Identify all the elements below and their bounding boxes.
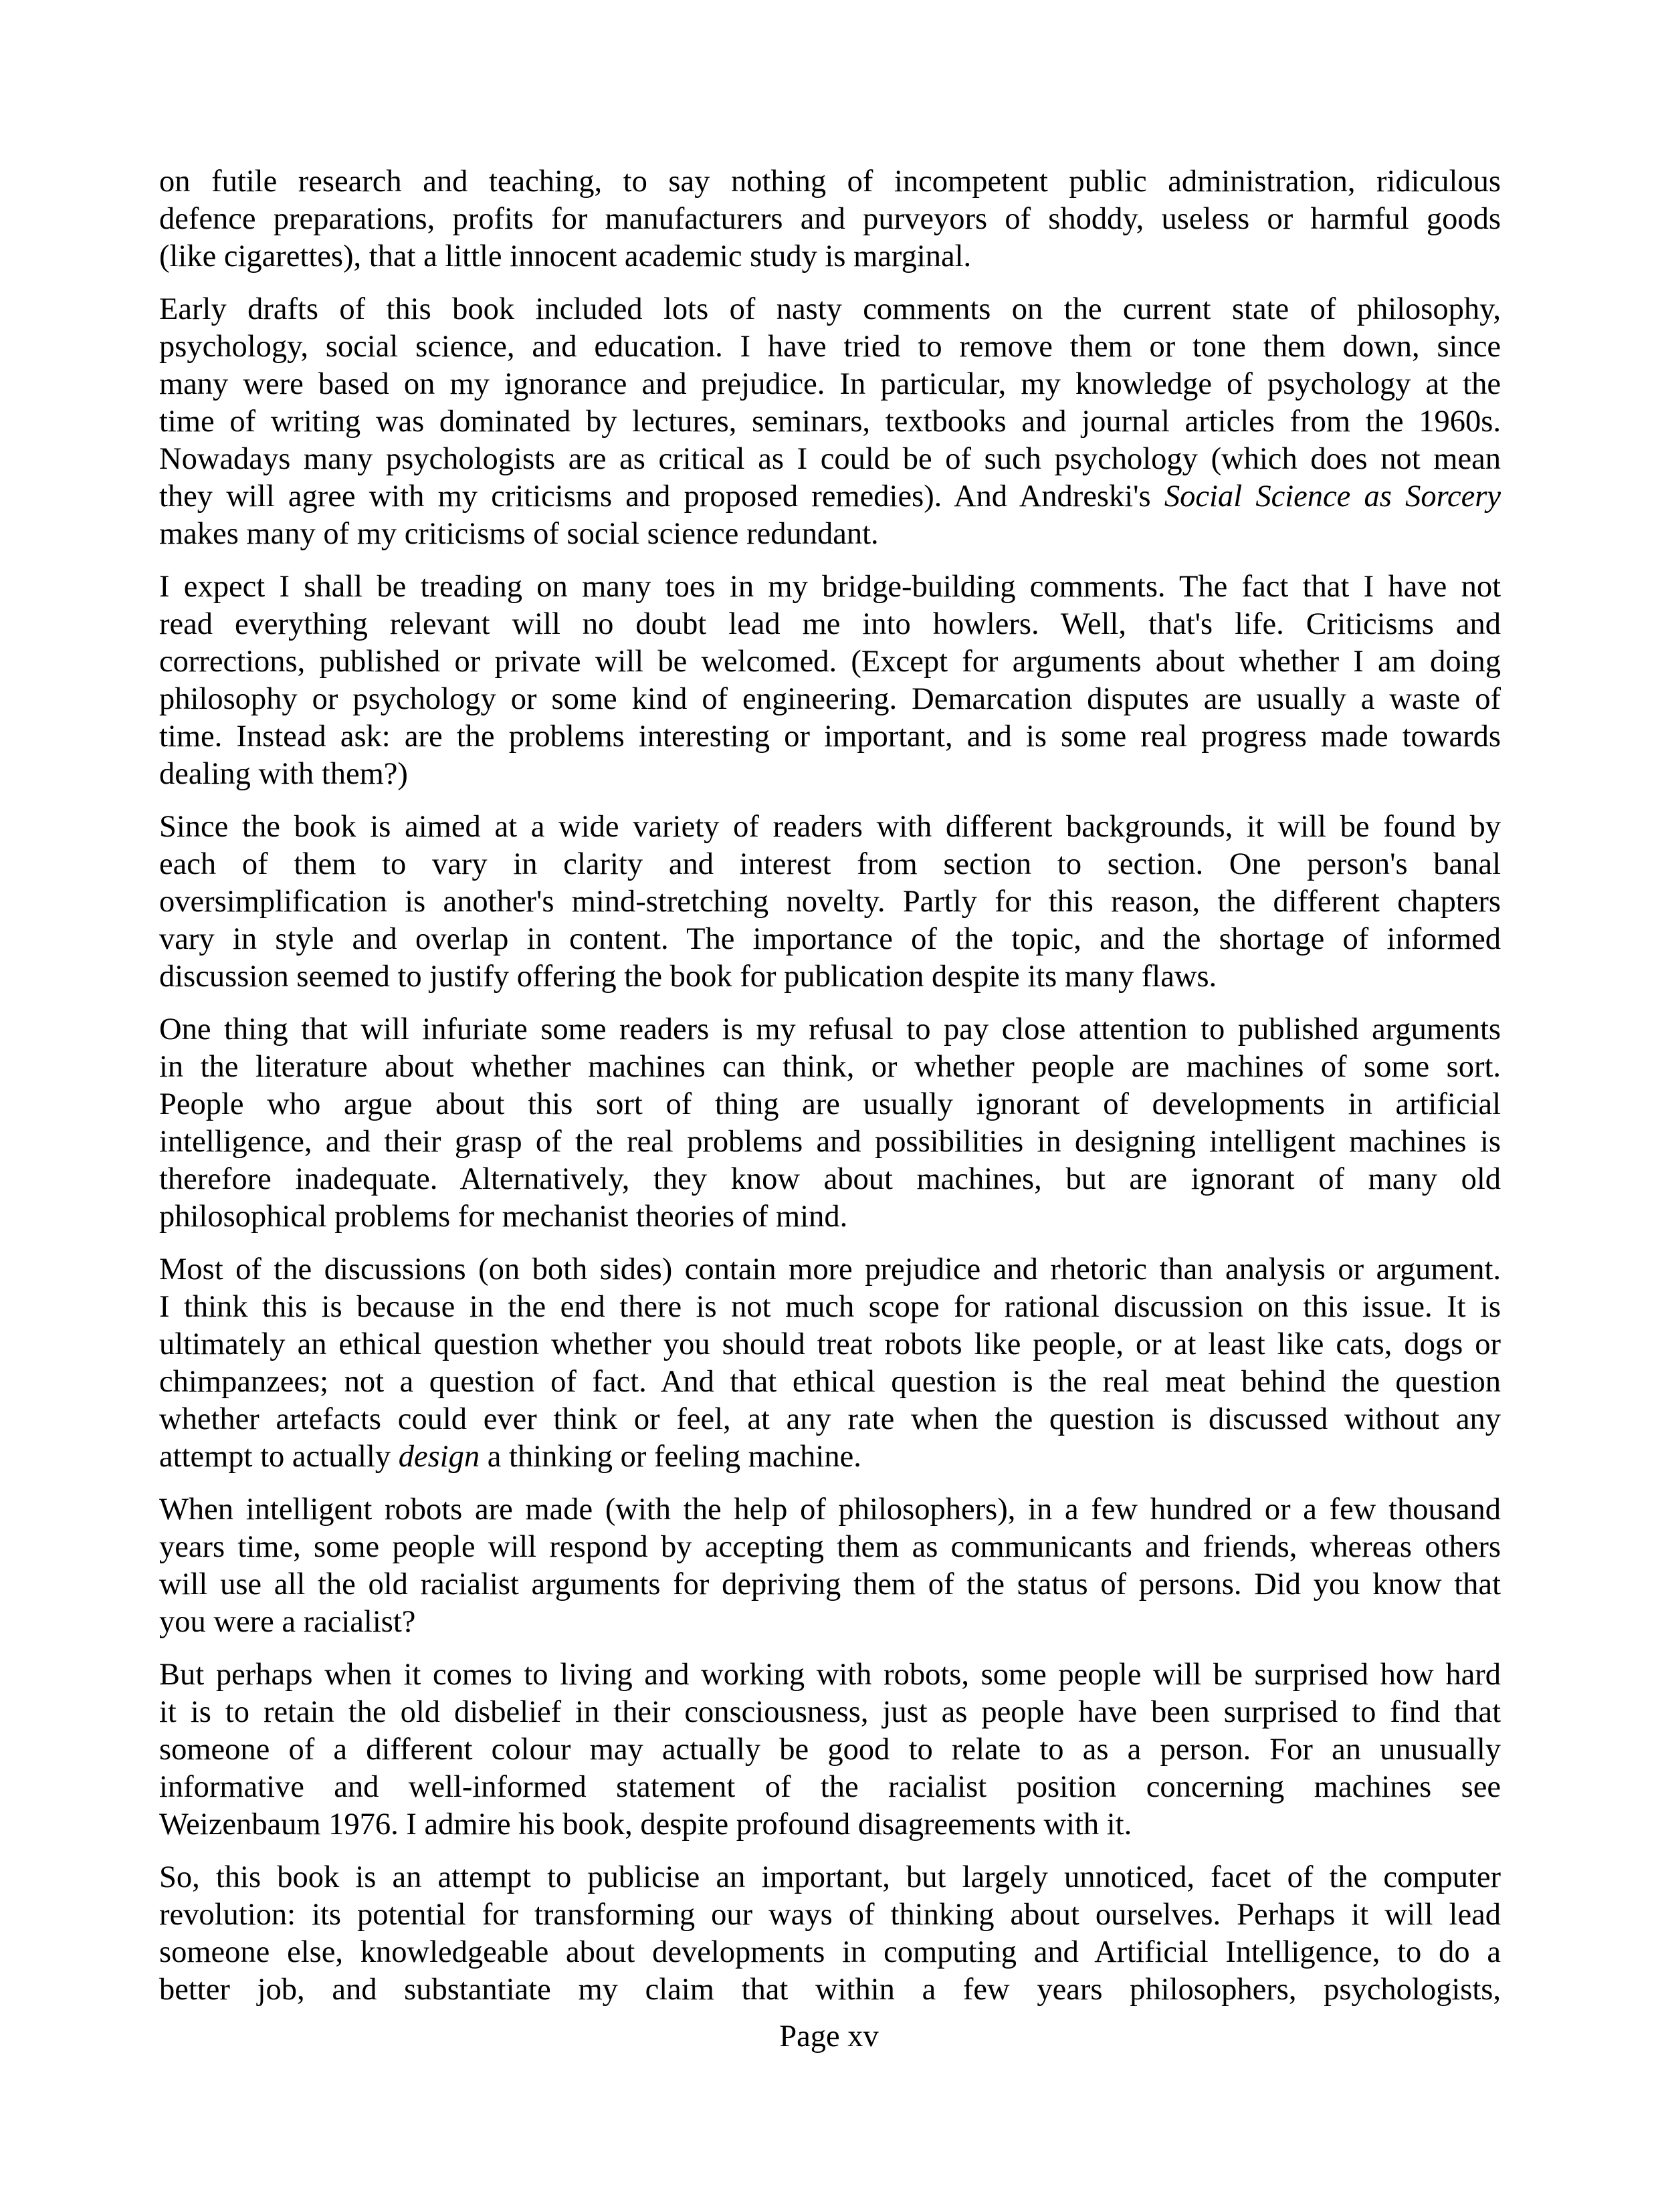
text-line [159, 1326, 1501, 1363]
text-run: But perhaps when it comes to living and working with robots, some people will be surprised how hard [159, 1658, 1501, 1692]
text-line [159, 1603, 1501, 1641]
text-run: many were based on my ignorance and prejudice. In particular, my knowledge of psychology at the [159, 367, 1501, 401]
text-line [159, 403, 1501, 441]
text-line [159, 1048, 1501, 1086]
text-run: ultimately an ethical question whether you should treat robots like people, or at least like cats, dogs or [159, 1327, 1501, 1361]
text-line [159, 643, 1501, 681]
text-run: I expect I shall be treading on many toes in my bridge-building comments. The fact that I have not [159, 570, 1501, 604]
text-run: philosophical problems for mechanist theories of mind. [159, 1200, 848, 1234]
text-line [159, 441, 1501, 478]
text-run: makes many of my criticisms of social science redundant. [159, 517, 879, 551]
body-text [159, 163, 1501, 2024]
text-run: whether artefacts could ever think or feel, at any rate when the question is discussed without any [159, 1402, 1501, 1436]
text-run: time of writing was dominated by lectures, seminars, textbooks and journal articles from the 1960s. [159, 405, 1501, 439]
text-run: on futile research and teaching, to say nothing of incompetent public administration, ridiculous [159, 164, 1501, 199]
text-line [159, 163, 1501, 201]
text-run: informative and well-informed statement of the racialist position concerning machines see [159, 1770, 1501, 1804]
text-run: corrections, published or private will be welcomed. (Except for arguments about whether I am doing [159, 645, 1501, 679]
text-run: One thing that will infuriate some readers is my refusal to pay close attention to published arguments [159, 1012, 1501, 1046]
italic-title: Social Science as Sorcery [1164, 479, 1501, 514]
text-run: oversimplification is another's mind-stretching novelty. Partly for this reason, the different chapters [159, 885, 1501, 919]
text-run: revolution: its potential for transforming our ways of thinking about ourselves. Perhaps it will lead [159, 1898, 1501, 1932]
text-run: discussion seemed to justify offering the book for publication despite its many flaws. [159, 960, 1217, 994]
paragraph [159, 568, 1501, 793]
text-run: Weizenbaum 1976. I admire his book, despite profound disagreements with it. [159, 1807, 1132, 1842]
text-line [159, 718, 1501, 756]
paragraph [159, 808, 1501, 996]
text-run: someone else, knowledgeable about developments in computing and Artificial Intelligence, to do a [159, 1935, 1501, 1969]
text-run: time. Instead ask: are the problems interesting or important, and is some real progress made towards [159, 720, 1501, 754]
text-line [159, 1491, 1501, 1529]
text-run: intelligence, and their grasp of the real problems and possibilities in designing intelligent machines is [159, 1125, 1501, 1159]
text-run: in the literature about whether machines can think, or whether people are machines of some sort. [159, 1050, 1501, 1084]
text-run: better job, and substantiate my claim that within a few years philosophers, psychologists, [159, 1973, 1501, 2007]
text-line [159, 478, 1501, 516]
text-run: Most of the discussions (on both sides) contain more prejudice and rhetoric than analysis or argument. [159, 1252, 1501, 1287]
text-line [159, 1438, 1501, 1476]
text-line [159, 958, 1501, 996]
text-run: chimpanzees; not a question of fact. And that ethical question is the real meat behind the question [159, 1365, 1501, 1399]
paragraph [159, 1491, 1501, 1641]
text-line [159, 1656, 1501, 1694]
text-run: I think this is because in the end there is not much scope for rational discussion on this issue. It is [159, 1290, 1501, 1324]
text-line [159, 1401, 1501, 1438]
text-line [159, 1971, 1501, 2009]
paragraph [159, 1859, 1501, 2009]
text-run: each of them to vary in clarity and interest from section to section. One person's banal [159, 847, 1501, 881]
paragraph [159, 1011, 1501, 1236]
text-run: dealing with them?) [159, 757, 408, 791]
italic-title: design [398, 1440, 480, 1474]
text-run: read everything relevant will no doubt lead me into howlers. Well, that's life. Criticisms and [159, 607, 1501, 641]
text-line [159, 291, 1501, 328]
text-line [159, 568, 1501, 606]
text-run: So, this book is an attempt to publicise an important, but largely unnoticed, facet of the computer [159, 1860, 1501, 1894]
text-line [159, 1566, 1501, 1603]
text-line [159, 1806, 1501, 1844]
text-run: philosophy or psychology or some kind of engineering. Demarcation disputes are usually a waste of [159, 682, 1501, 716]
text-line [159, 1251, 1501, 1289]
text-line [159, 366, 1501, 403]
text-line [159, 1529, 1501, 1566]
text-line [159, 1161, 1501, 1198]
text-run: years time, some people will respond by accepting them as communicants and friends, whereas others [159, 1530, 1501, 1564]
text-run: you were a racialist? [159, 1605, 416, 1639]
text-run: therefore inadequate. Alternatively, they know about machines, but are ignorant of many old [159, 1162, 1501, 1196]
paragraph [159, 163, 1501, 275]
text-line [159, 846, 1501, 883]
text-run: When intelligent robots are made (with the help of philosophers), in a few hundred or a few thousand [159, 1492, 1501, 1527]
text-run: (like cigarettes), that a little innocent academic study is marginal. [159, 239, 972, 273]
text-line [159, 921, 1501, 958]
text-line [159, 1011, 1501, 1048]
text-line [159, 1289, 1501, 1326]
text-line [159, 1731, 1501, 1769]
text-line [159, 1896, 1501, 1934]
text-run: Early drafts of this book included lots of nasty comments on the current state of philosophy, [159, 292, 1501, 326]
text-line [159, 238, 1501, 275]
text-line [159, 1694, 1501, 1731]
text-line [159, 606, 1501, 643]
text-run: vary in style and overlap in content. The importance of the topic, and the shortage of informed [159, 922, 1501, 956]
text-line [159, 328, 1501, 366]
text-line [159, 883, 1501, 921]
text-run: Since the book is aimed at a wide variety of readers with different backgrounds, it will be found by [159, 810, 1501, 844]
text-run: will use all the old racialist arguments for depriving them of the status of persons. Did you know that [159, 1567, 1501, 1601]
text-line [159, 1123, 1501, 1161]
text-run: psychology, social science, and education. I have tried to remove them or tone them down, since [159, 330, 1501, 364]
text-line [159, 1859, 1501, 1896]
text-line [159, 201, 1501, 238]
text-line [159, 1769, 1501, 1806]
text-line [159, 516, 1501, 553]
text-line [159, 808, 1501, 846]
text-line [159, 1934, 1501, 1971]
text-run: Nowadays many psychologists are as critical as I could be of such psychology (which does not mean [159, 442, 1501, 476]
paragraph [159, 1251, 1501, 1476]
text-line [159, 1086, 1501, 1123]
text-run: a thinking or feeling machine. [480, 1440, 861, 1474]
text-line [159, 756, 1501, 793]
text-run: defence preparations, profits for manufacturers and purveyors of shoddy, useless or harmful goods [159, 202, 1501, 236]
text-run: attempt to actually [159, 1440, 399, 1474]
text-run: People who argue about this sort of thing are usually ignorant of developments in artificial [159, 1087, 1501, 1121]
text-line [159, 1198, 1501, 1236]
text-line [159, 1363, 1501, 1401]
paragraph [159, 291, 1501, 553]
text-run: someone of a different colour may actually be good to relate to as a person. For an unusually [159, 1733, 1501, 1767]
text-line [159, 681, 1501, 718]
page-number: Page xv [779, 2019, 879, 2054]
text-run: they will agree with my criticisms and proposed remedies). And Andreski's [159, 479, 1164, 514]
text-run: it is to retain the old disbelief in their consciousness, just as people have been surprised to find that [159, 1695, 1501, 1729]
paragraph [159, 1656, 1501, 1844]
